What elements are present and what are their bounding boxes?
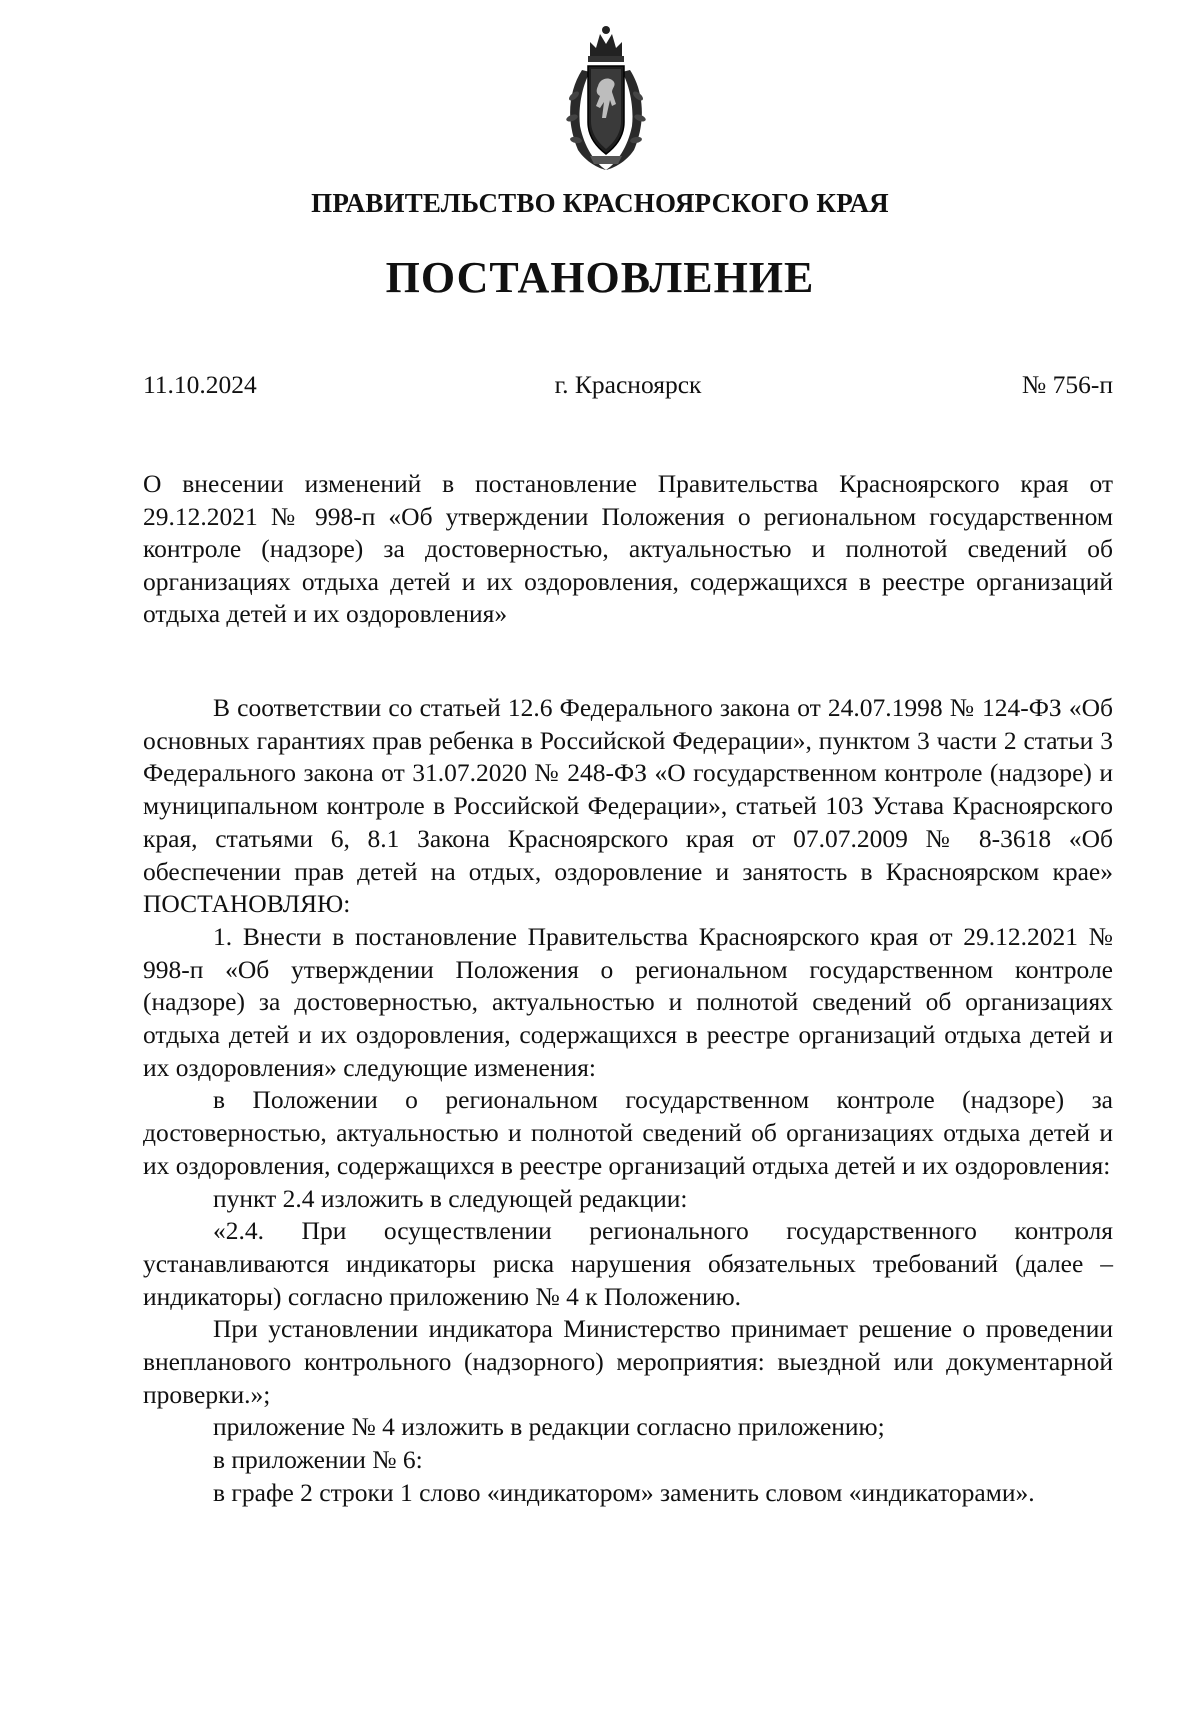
body-paragraph: пункт 2.4 изложить в следующей редакции:: [213, 1183, 688, 1213]
body-paragraph: При установлении индикатора Министерство принимает решение о проведении внепланового контрольного (надзорного) мероприятия: выездной или документарной проверки.»;: [143, 1314, 1113, 1409]
body-paragraph: 1. Внести в постановление Правительства Красноярского края от 29.12.2021 № 998-п «Об утверждении Положения о региональном государственном контроле (надзоре) за достоверностью, актуальностью и полнотой сведений об организациях отдыха детей и их оздоровления, содержащихся в реестре организаций отдыха детей и их оздоровления» следующие изменения:: [143, 921, 1113, 1082]
document-type-heading: ПОСТАНОВЛЕНИЕ: [385, 253, 815, 302]
body-paragraph: «2.4. При осуществлении регионального государственного контроля устанавливаются индикаторы риска нарушения обязательных требований (далее – индикаторы) согласно приложению № 4 к Положению.: [143, 1216, 1113, 1311]
body-paragraph: В соответствии со статьей 12.6 Федерального закона от 24.07.1998 № 124-ФЗ «Об основных гарантиях прав ребенка в Российской Федерации», пунктом 3 части 2 статьи 3 Федерального закона от 31.07.2020 № 248-ФЗ «О государственном контроле (надзоре) и муниципальном контроле в Российской Федерации», статьей 103 Устава Красноярского края, статьями 6, 8.1 Закона Красноярского края от 07.07.2009 № 8-3618 «Об обеспечении прав детей на отдых, оздоровление и занятость в Красноярском крае» ПОСТАНОВЛЯЮ:: [143, 693, 1113, 919]
document-city: г. Красноярск: [554, 370, 702, 399]
organization-title: ПРАВИТЕЛЬСТВО КРАСНОЯРСКОГО КРАЯ: [311, 188, 889, 218]
document-body: [143, 692, 1113, 1510]
document-date: 11.10.2024: [143, 370, 257, 399]
body-paragraph: в графе 2 строки 1 слово «индикатором» заменить словом «индикаторами».: [213, 1477, 1035, 1507]
body-paragraph: в приложении № 6:: [213, 1445, 423, 1475]
document-meta: [143, 370, 1113, 404]
coat-of-arms-emblem: [560, 22, 652, 172]
document-subject: О внесении изменений в постановление Правительства Красноярского края от 29.12.2021 № 998-п «Об утверждении Положения о региональном государственном контроле (надзоре) за достоверностью, актуальностью и полнотой сведений об организациях отдыха детей и их оздоровления, содержащихся в реестре организаций отдыха детей и их оздоровления»: [143, 469, 1113, 628]
body-paragraph: в Положении о региональном государственном контроле (надзоре) за достоверностью, актуальностью и полнотой сведений об организациях отдыха детей и их оздоровления, содержащихся в реестре организаций отдыха детей и их оздоровления:: [143, 1085, 1113, 1180]
document-number: № 756-п: [1021, 370, 1113, 399]
body-paragraph: приложение № 4 изложить в редакции согласно приложению;: [213, 1412, 885, 1442]
